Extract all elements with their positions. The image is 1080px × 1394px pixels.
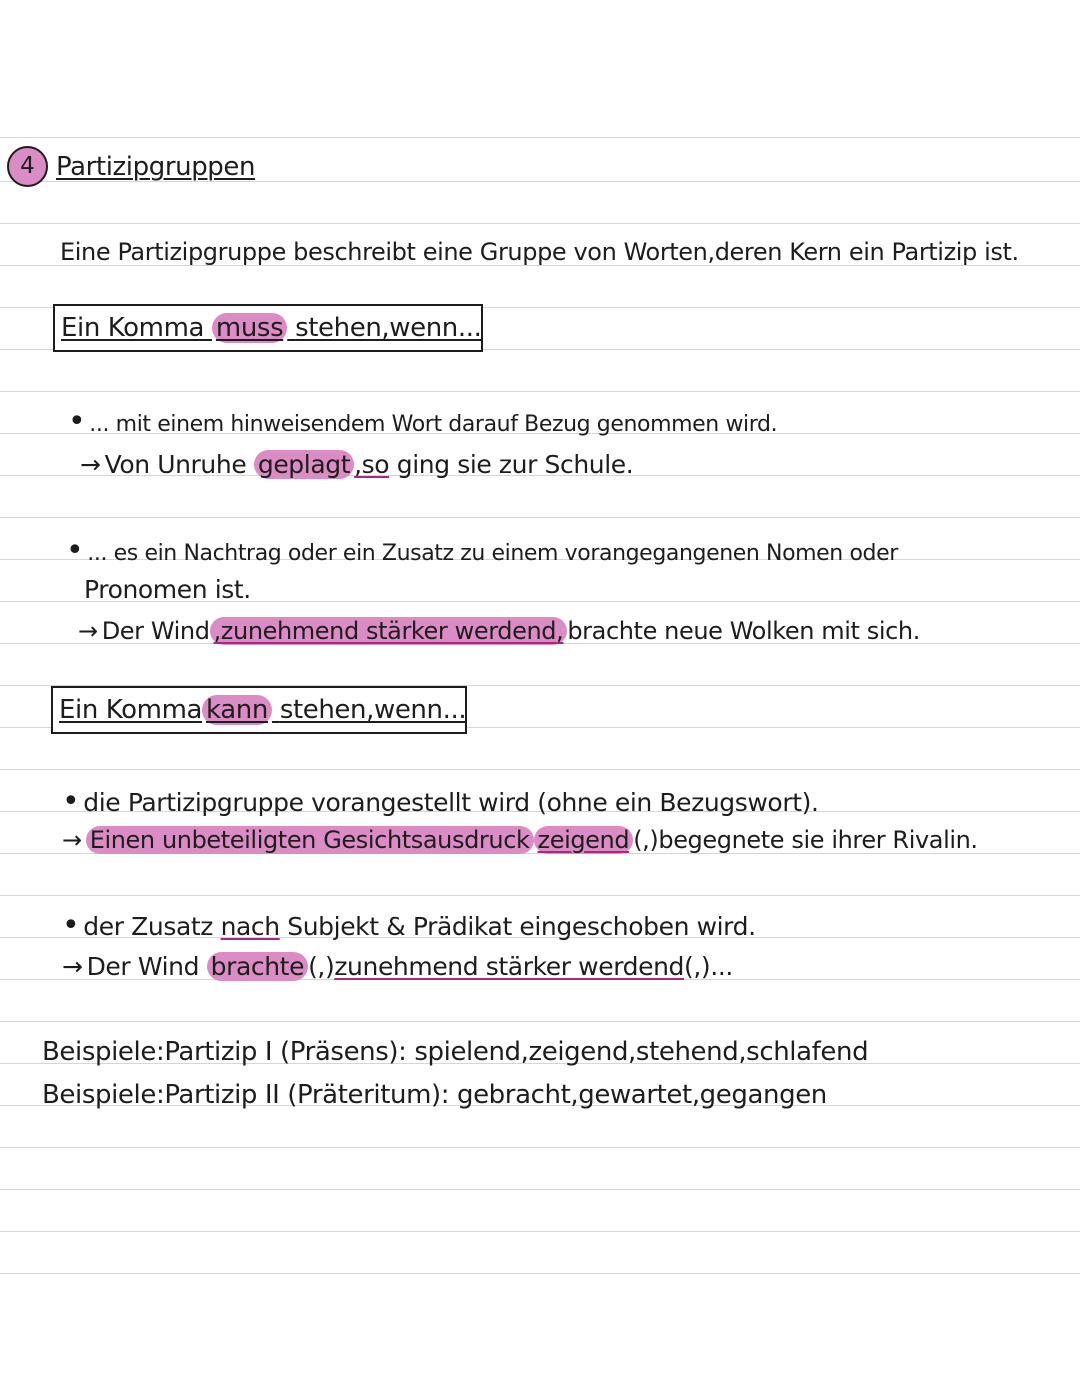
examples-label: Beispiele: — [42, 1037, 165, 1067]
kann-rule-1-text: die Partizipgruppe vorangestellt wird (ohne ein Bezugswort). — [83, 788, 819, 817]
arrow-icon: → — [62, 826, 82, 854]
box-muss-highlight: muss — [212, 313, 287, 343]
kann-rule-1-example — [62, 826, 978, 854]
examples-label: Beispiele: — [42, 1080, 165, 1110]
example-pre: Der Wind — [101, 617, 210, 645]
examples-partizip-1 — [42, 1037, 868, 1067]
example-comma-1: (,) — [308, 952, 335, 981]
box-kann-post: stehen,wenn... — [279, 695, 467, 725]
muss-rule-1-text: ... mit einem hinweisendem Wort darauf Bezug genommen wird. — [89, 412, 778, 437]
ruled-line — [0, 1231, 1080, 1232]
ruled-line — [0, 391, 1080, 392]
ruled-line — [0, 137, 1080, 138]
arrow-icon: → — [80, 450, 101, 479]
example-underlined: ,so — [354, 450, 390, 479]
example-highlight: brachte — [207, 952, 308, 981]
rule-box-kann — [51, 686, 467, 734]
example-pre: Von Unruhe — [104, 450, 247, 479]
muss-rule-2 — [66, 533, 898, 568]
ruled-line — [0, 1021, 1080, 1022]
kann-rule-2-text-pre: der Zusatz — [83, 912, 214, 941]
example-comma-2: (,)... — [684, 952, 733, 981]
muss-rule-2-text-line2: Pronomen ist. — [84, 575, 251, 604]
muss-rule-2-text-line1: ... es ein Nachtrag oder ein Zusatz zu einem vorangegangenen Nomen oder — [87, 541, 898, 566]
bullet: • — [62, 908, 80, 943]
ruled-line — [0, 1189, 1080, 1190]
example-pre: Der Wind — [86, 952, 200, 981]
kann-rule-2-example — [62, 952, 733, 981]
ruled-line — [0, 769, 1080, 770]
example-post: ging sie zur Schule. — [396, 450, 634, 479]
example-post: begegnete sie ihrer Rivalin. — [658, 826, 978, 854]
bullet: • — [66, 533, 84, 568]
example-highlight-underlined: zeigend — [534, 826, 634, 854]
ruled-line — [0, 1273, 1080, 1274]
box-muss-pre: Ein Komma — [61, 313, 205, 343]
arrow-icon: → — [62, 952, 83, 981]
kann-rule-2 — [62, 908, 756, 943]
box-kann-pre: Ein Komma — [59, 695, 203, 725]
box-muss-post: stehen,wenn... — [295, 313, 482, 343]
example-highlight: Einen unbeteiligten Gesichtsausdruck — [86, 826, 534, 854]
example-highlight: ,zunehmend stärker werdend, — [210, 617, 568, 645]
kann-rule-1 — [62, 784, 819, 819]
examples-partizip-2 — [42, 1080, 827, 1110]
ruled-line — [0, 223, 1080, 224]
examples-words: spielend,zeigend,stehend,schlafend — [414, 1037, 869, 1067]
rule-box-muss — [53, 304, 483, 352]
kann-rule-2-text-post: Subjekt & Prädikat eingeschoben wird. — [287, 912, 756, 941]
box-kann-highlight: kann — [202, 695, 272, 725]
ruled-line — [0, 895, 1080, 896]
examples-words: gebracht,gewartet,gegangen — [456, 1080, 827, 1110]
bullet: • — [68, 404, 86, 439]
section-title: Partizipgruppen — [56, 152, 256, 182]
arrow-icon: → — [78, 617, 98, 645]
ruled-line — [0, 1147, 1080, 1148]
example-comma: (,) — [633, 826, 659, 854]
section-number: 4 — [7, 146, 48, 187]
example-post: brachte neue Wolken mit sich. — [567, 617, 920, 645]
example-underlined: zunehmend stärker werdend — [334, 952, 685, 981]
ruled-line — [0, 517, 1080, 518]
examples-form: Partizip I (Präsens): — [164, 1037, 407, 1067]
example-highlight: geplagt — [254, 450, 354, 479]
muss-rule-2-example — [78, 617, 920, 645]
definition-text: Eine Partizipgruppe beschreibt eine Gruppe von Worten,deren Kern ein Partizip ist. — [60, 238, 1019, 266]
muss-rule-1 — [68, 404, 777, 439]
bullet: • — [62, 784, 80, 819]
muss-rule-1-example — [80, 450, 633, 479]
examples-form: Partizip II (Präteritum): — [164, 1080, 450, 1110]
kann-rule-2-text-underlined: nach — [220, 912, 280, 941]
